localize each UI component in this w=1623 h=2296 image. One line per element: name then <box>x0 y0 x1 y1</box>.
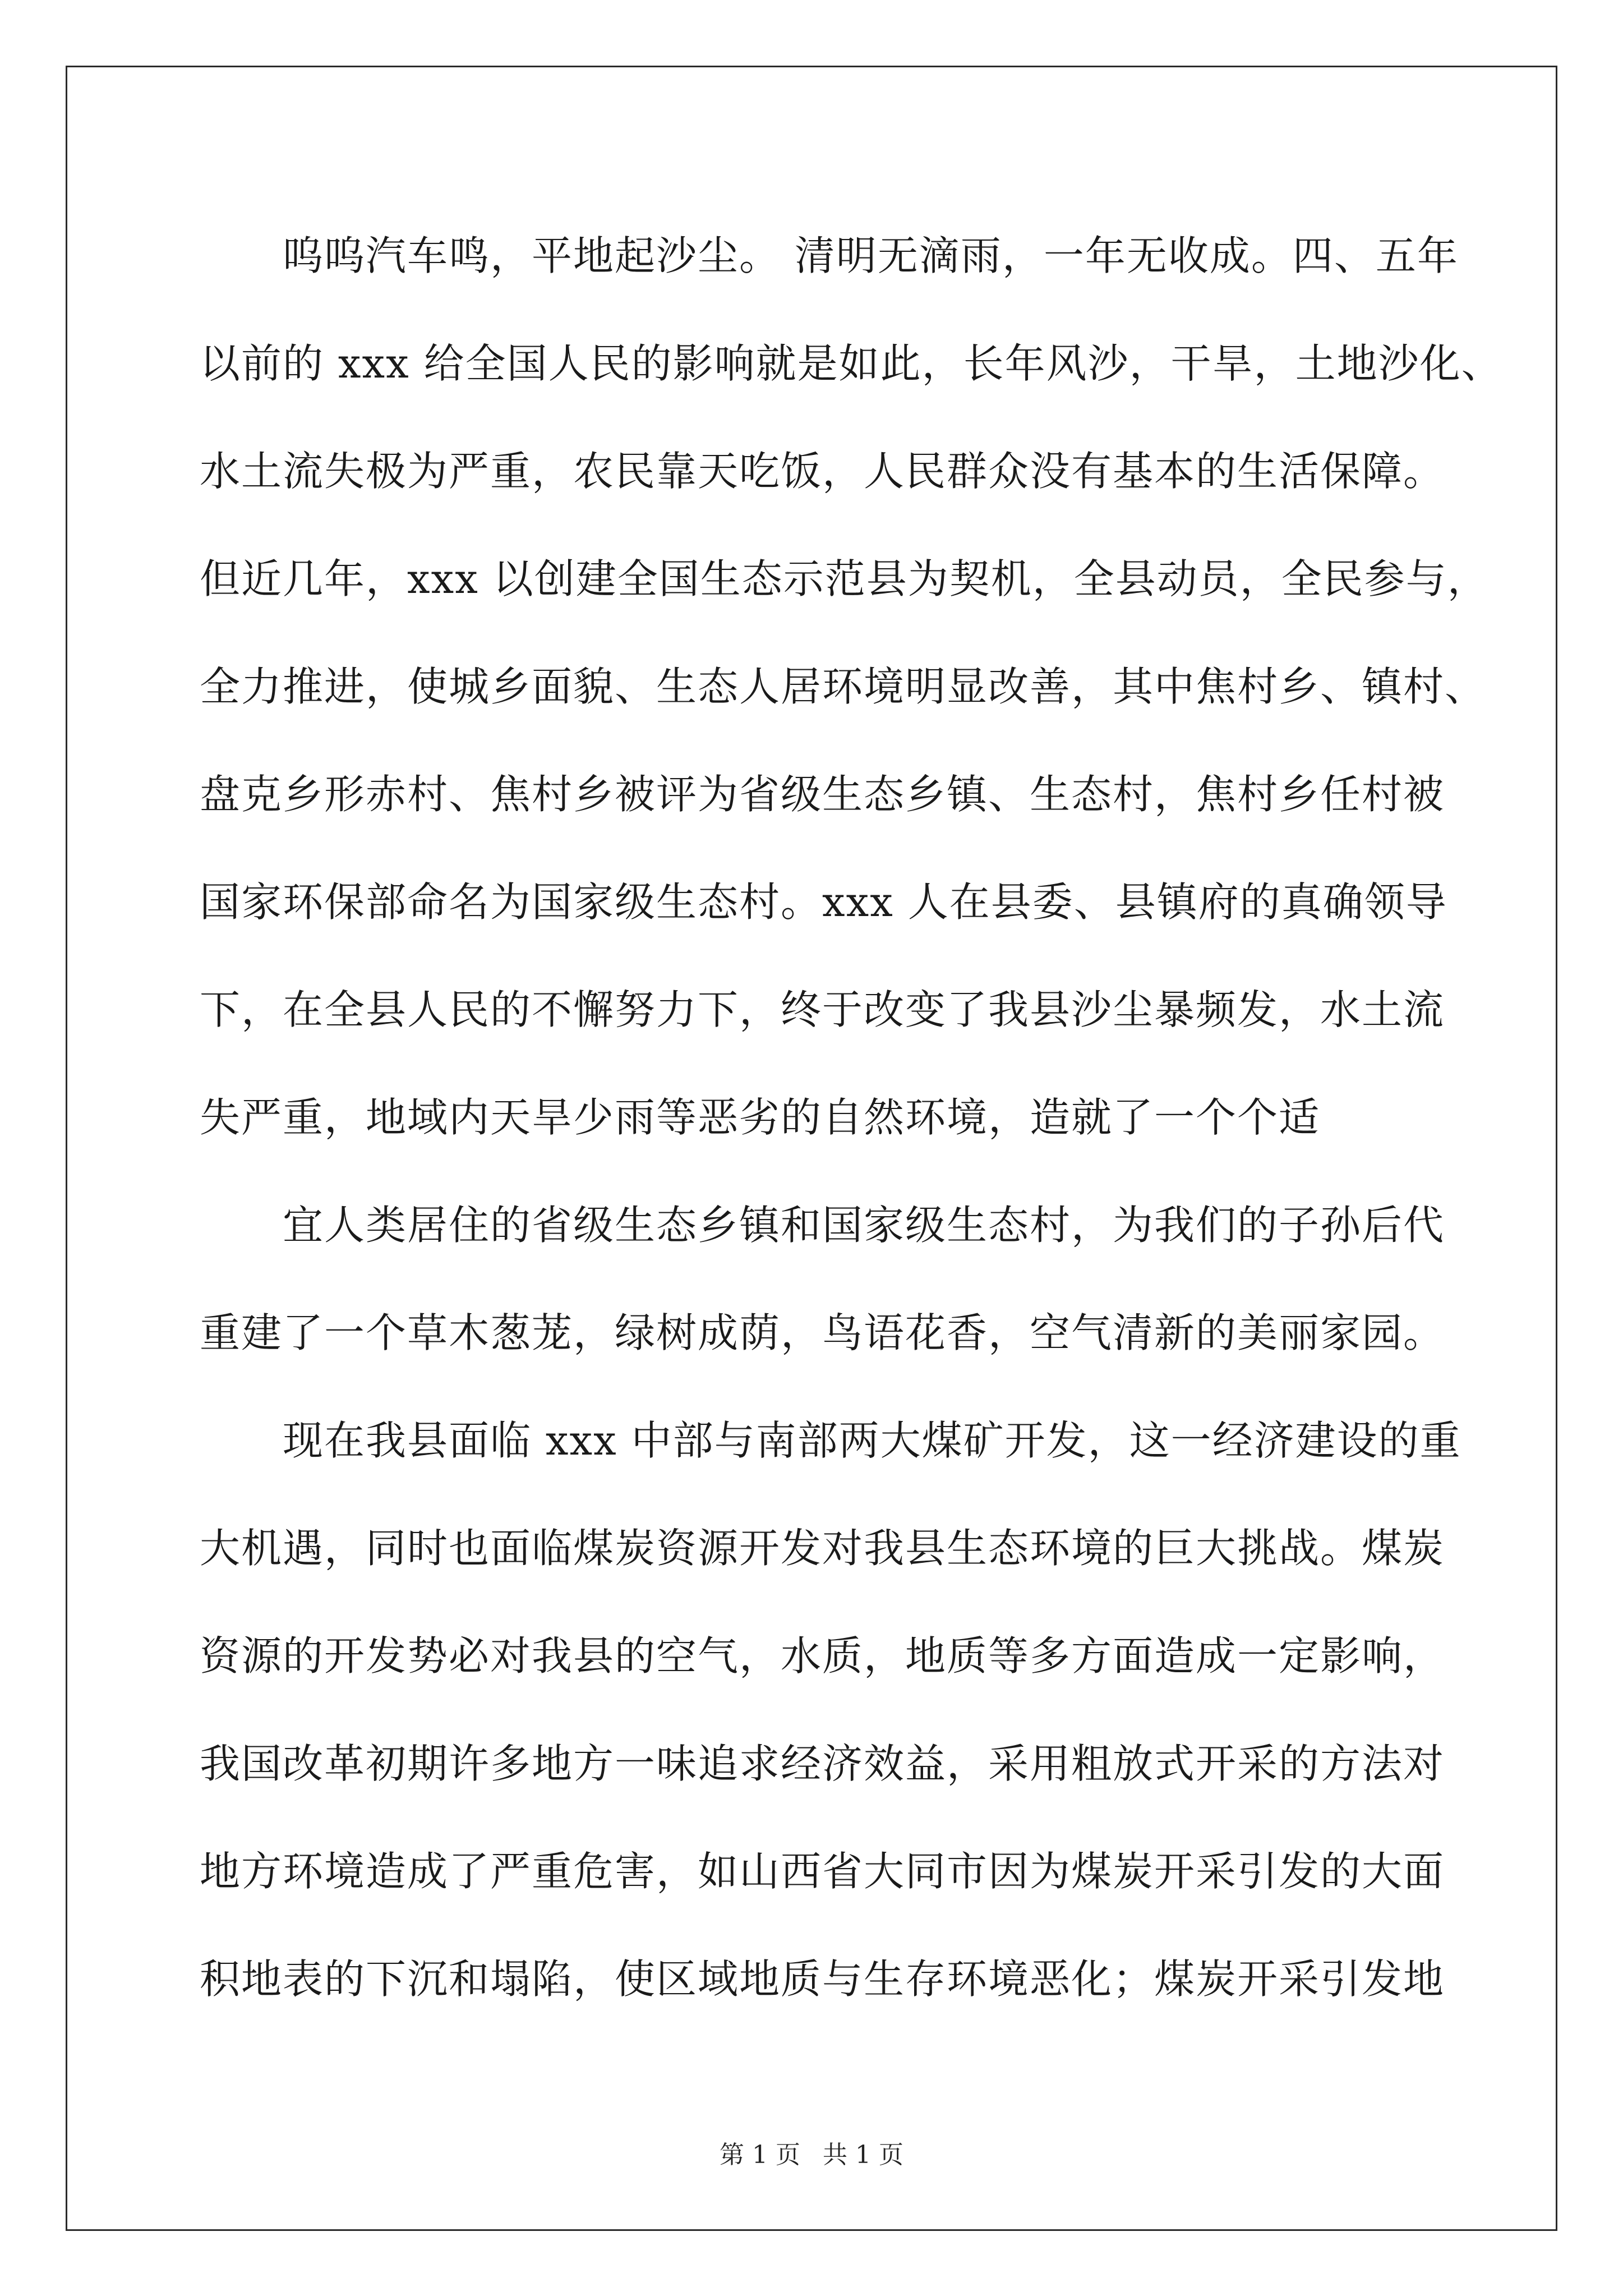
text-line: 资源的开发势必对我县的空气，水质，地质等多方面造成一定影响， <box>200 1632 1445 1680</box>
text-line: 地方环境造成了严重危害，如山西省大同市因为煤炭开采引发的大面 <box>200 1848 1445 1895</box>
text-line: 盘克乡形赤村、焦村乡被评为省级生态乡镇、生态村，焦村乡任村被 <box>200 771 1445 818</box>
text-line: 下，在全县人民的不懈努力下，终于改变了我县沙尘暴频发，水土流 <box>200 986 1445 1033</box>
text-line: 以前的 xxx 给全国人民的影响就是如此，长年风沙，干旱，土地沙化、 <box>200 340 1503 387</box>
text-line: 但近几年，xxx 以创建全国生态示范县为契机，全县动员，全民参与， <box>200 555 1489 602</box>
page-number-current: 第 1 页 <box>720 2141 800 2169</box>
text-line: 水土流失极为严重，农民靠天吃饭，人民群众没有基本的生活保障。 <box>200 448 1445 495</box>
text-line: 国家环保部命名为国家级生态村。xxx 人在县委、县镇府的真确领导 <box>200 878 1447 926</box>
text-line: 失严重，地域内天旱少雨等恶劣的自然环境，造就了一个个适 <box>200 1094 1321 1141</box>
text-line: 宜人类居住的省级生态乡镇和国家级生态村，为我们的子孙后代 <box>283 1202 1445 1249</box>
text-line: 现在我县面临 xxx 中部与南部两大煤矿开发，这一经济建设的重 <box>283 1417 1461 1464</box>
text-line: 呜呜汽车鸣，平地起沙尘。 清明无滴雨，一年无收成。四、五年 <box>283 232 1459 279</box>
document-body <box>200 202 1503 2033</box>
page-number-total: 共 1 页 <box>823 2141 903 2169</box>
text-line: 大机遇，同时也面临煤炭资源开发对我县生态环境的巨大挑战。煤炭 <box>200 1525 1445 1572</box>
text-line: 重建了一个草木葱茏，绿树成荫，鸟语花香，空气清新的美丽家园。 <box>200 1309 1445 1356</box>
text-line: 我国改革初期许多地方一味追求经济效益，采用粗放式开采的方法对 <box>200 1740 1445 1787</box>
text-line: 全力推进，使城乡面貌、生态人居环境明显改善，其中焦村乡、镇村、 <box>200 663 1487 710</box>
page-footer <box>0 2134 1623 2170</box>
text-line: 积地表的下沉和塌陷，使区域地质与生存环境恶化；煤炭开采引发地 <box>200 1955 1445 2003</box>
